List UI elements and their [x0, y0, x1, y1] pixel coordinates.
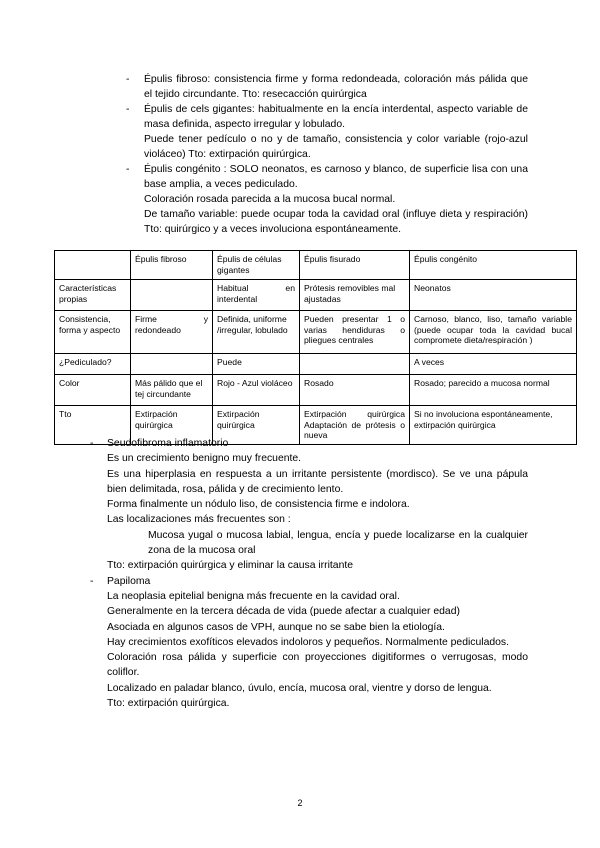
table-row [55, 375, 577, 406]
table-cell: Rosado; parecido a mucosa normal [410, 375, 577, 406]
list-item-text: De tamaño variable: puede ocupar toda la cavidad oral (influye dieta y respiración) Tto: quirúrgico y a veces involuciona espontáneamente. [144, 209, 528, 235]
table-row-label: Color [55, 375, 131, 406]
list-item-epulis-congenito [126, 162, 528, 237]
table-cell: Puede [213, 354, 300, 375]
bullet-dash: - [90, 575, 94, 587]
table-cell: Si no involuciona espontáneamente, extirpación quirúrgica [410, 406, 577, 445]
bullet-dash: - [90, 438, 94, 449]
table-cell: Rojo - Azul violáceo [213, 375, 300, 406]
table-cell: Rosado [300, 375, 410, 406]
table-row-label: Tto [55, 406, 131, 445]
list-item-text: Épulis congénito : SOLO neonatos, es carnoso y blanco, de superficie lisa con una base amplia, a veces pediculado. [144, 164, 528, 190]
table-cell: Carnoso, blanco, liso, tamaño variable (puede ocupar toda la cavidad bucal compromete dieta/respiración ) [410, 311, 577, 354]
section-title: Papiloma [107, 575, 151, 587]
table-cell: Prótesis removibles mal ajustadas [300, 280, 410, 311]
page-number: 2 [297, 798, 303, 808]
paragraph: Tto: extirpación quirúrgica. [107, 698, 230, 710]
table-cell: Neonatos [410, 280, 577, 311]
paragraph: Coloración rosa pálida y superficie con proyecciones digitiformes o verrugosas, modo coliflor. [107, 652, 528, 679]
bullet-dash: - [126, 104, 130, 115]
paragraph: Es una hiperplasia en respuesta a un irritante persistente (mordisco). Se ve una pápula bien delimitada, rosa, pálida y de crecimiento lento. [107, 468, 528, 495]
paragraph: Tto: extirpación quirúrgica y eliminar la causa irritante [107, 560, 354, 572]
paragraph: Generalmente en la tercera década de vida (puede afectar a cualquier edad) [107, 606, 460, 618]
table-cell: Firme y redondeado [131, 311, 213, 354]
table-row [55, 280, 577, 311]
paragraph: Asociada en algunos casos de VPH, aunque no se sabe bien la etiología. [107, 621, 445, 633]
paragraph: Hay crecimientos exofíticos elevados indoloros y pequeños. Normalmente pediculados. [107, 636, 509, 648]
table-cell: Más pálido que el tej circundante [131, 375, 213, 406]
table-cell [131, 280, 213, 311]
table-cell: Pueden presentar 1 o varias hendiduras o pliegues centrales [300, 311, 410, 354]
paragraph: Es un crecimiento benigno muy frecuente. [107, 453, 302, 465]
table-row-label: ¿Pediculado? [55, 354, 131, 375]
table-cell [55, 251, 131, 280]
table-header-row [55, 251, 577, 280]
bullet-dash: - [126, 74, 130, 85]
table-row [55, 354, 577, 375]
table-cell: A veces [410, 354, 577, 375]
paragraph: Las localizaciones más frecuentes son : [107, 514, 291, 526]
paragraph: Forma finalmente un nódulo liso, de consistencia firme e indolora. [107, 499, 410, 511]
list-item-epulis-fibroso [126, 72, 528, 102]
table-header-cell: Épulis congénito [410, 251, 577, 280]
table-cell: Extirpación quirúrgica Adaptación de prótesis o nueva [300, 406, 410, 445]
epulis-comparison-table [54, 250, 577, 445]
table-cell: Habitual en interdental [213, 280, 300, 311]
table-cell: Extirpación quirúrgica [213, 406, 300, 445]
lesion-sections [90, 436, 528, 711]
epulis-list [126, 72, 528, 237]
paragraph: La neoplasia epitelial benigna más frecuente en la cavidad oral. [107, 590, 400, 602]
list-item-epulis-cels-gigantes [126, 102, 528, 162]
list-item-text: Coloración rosada parecida a la mucosa bucal normal. [144, 194, 396, 205]
table-row-label: Características propias [55, 280, 131, 311]
table-header-cell: Épulis de células gigantes [213, 251, 300, 280]
table-row-label: Consistencia, forma y aspecto [55, 311, 131, 354]
table-cell [300, 354, 410, 375]
table-cell: Extirpación quirúrgica [131, 406, 213, 445]
paragraph: Localizado en paladar blanco, úvulo, encía, mucosa oral, vientre y dorso de lengua. [107, 682, 492, 694]
table-cell [131, 354, 213, 375]
table-row [55, 311, 577, 354]
indented-paragraph: Mucosa yugal o mucosa labial, lengua, encía y puede localizarse en la cualquier zona de la mucosa oral [148, 529, 528, 557]
table-cell: Definida, uniforme /irregular, lobulado [213, 311, 300, 354]
section-title: Seudofibroma inflamatorio [107, 438, 229, 449]
list-item-text: Épulis de cels gigantes: habitualmente en la encía interdental, aspecto variable de masa definida, aspecto irregular y lobulado. [144, 104, 528, 130]
table-header-cell: Épulis fibroso [131, 251, 213, 280]
bullet-dash: - [126, 164, 130, 175]
list-item-text: Épulis fibroso: consistencia firme y forma redondeada, coloración más pálida que el tejido circundante. Tto: resecacción quirúrgica [144, 74, 528, 100]
table-header-cell: Épulis fisurado [300, 251, 410, 280]
section-heading [90, 436, 528, 451]
list-item-text: Puede tener pedículo o no y de tamaño, consistencia y color variable (rojo-azul violáceo) Tto: extirpación quirúrgica. [144, 134, 528, 160]
section-heading [90, 574, 528, 589]
